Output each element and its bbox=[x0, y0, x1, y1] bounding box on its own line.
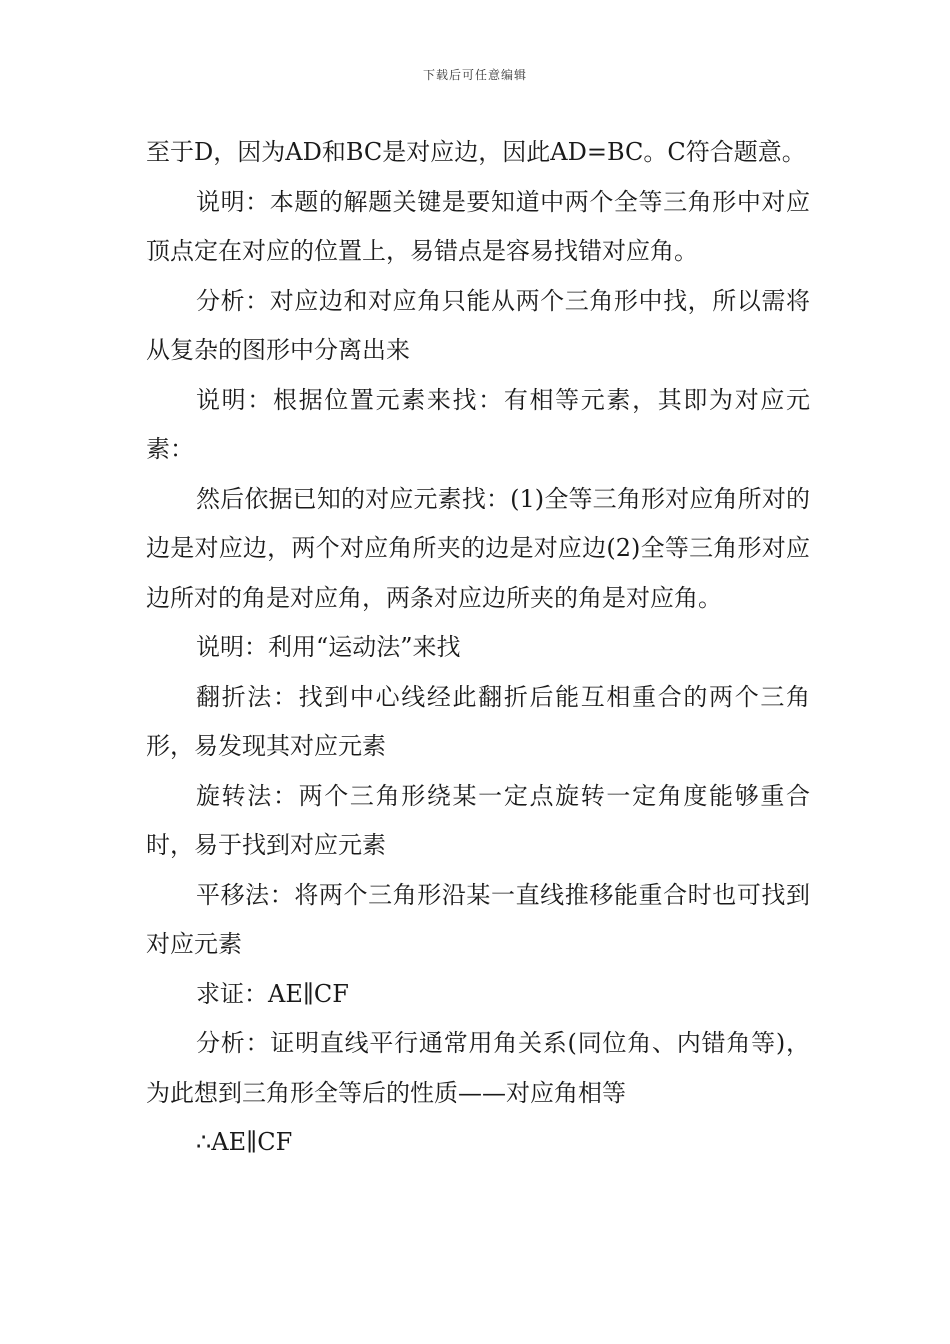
paragraph-5: 然后依据已知的对应元素找：(1)全等三角形对应角所对的边是对应边，两个对应角所夹的边是对应边(2)全等三角形对应边所对的角是对应角，两条对应边所夹的角是对应角。 bbox=[146, 484, 810, 612]
document-body bbox=[146, 128, 810, 1168]
paragraph-9: 平移法：将两个三角形沿某一直线推移能重合时也可找到对应元素 bbox=[146, 880, 810, 958]
paragraph-6: 说明：利用“运动法”来找 bbox=[196, 633, 461, 661]
paragraph-3: 分析：对应边和对应角只能从两个三角形中找，所以需将从复杂的图形中分离出来 bbox=[146, 286, 810, 364]
paragraph-1: 至于D，因为AD和BC是对应边，因此AD=BC。C符合题意。 bbox=[146, 138, 806, 166]
paragraph-10: 求证：AE∥CF bbox=[196, 979, 349, 1008]
page-header: 下载后可任意编辑 bbox=[422, 68, 527, 82]
paragraph-11: 分析：证明直线平行通常用角关系(同位角、内错角等)，为此想到三角形全等后的性质——对应角相等 bbox=[146, 1029, 810, 1107]
paragraph-7: 翻折法：找到中心线经此翻折后能互相重合的两个三角形，易发现其对应元素 bbox=[146, 682, 810, 760]
paragraph-8: 旋转法：两个三角形绕某一定点旋转一定角度能够重合时，易于找到对应元素 bbox=[146, 781, 810, 859]
paragraph-2: 说明：本题的解题关键是要知道中两个全等三角形中对应顶点定在对应的位置上，易错点是容易找错对应角。 bbox=[146, 187, 810, 265]
paragraph-12: ∴AE∥CF bbox=[196, 1128, 293, 1156]
paragraph-4: 说明：根据位置元素来找：有相等元素，其即为对应元素： bbox=[146, 385, 810, 463]
